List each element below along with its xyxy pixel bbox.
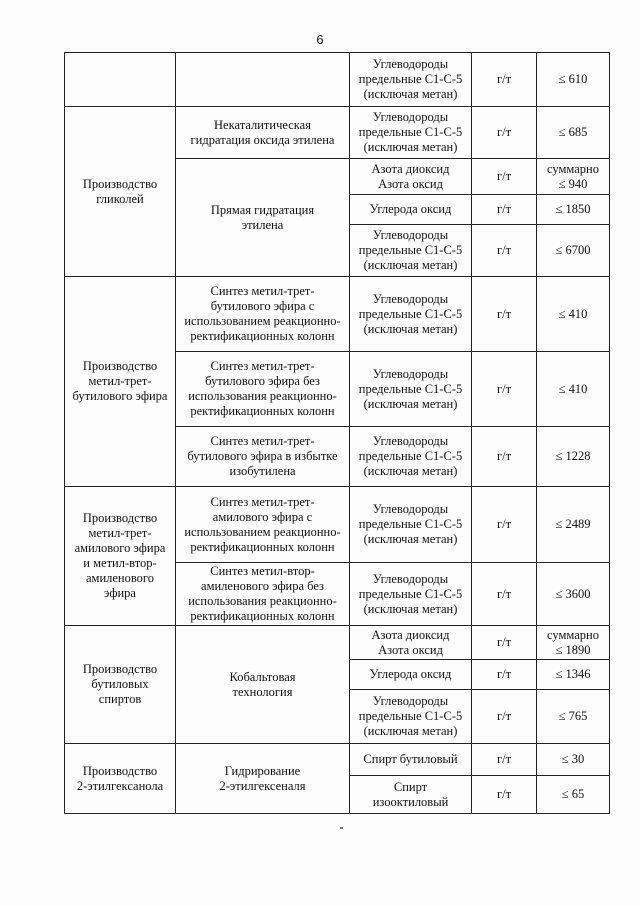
emission-norms-table [64, 52, 610, 814]
process-cell: Синтез метил-трет- бутилового эфира в избытке изобутилена [176, 427, 350, 487]
process-cell: Гидрирование 2-этилгексеналя [176, 744, 350, 814]
unit-cell: г/т [472, 352, 537, 427]
substance-cell: Углеводороды предельные C1-C-5 (исключая метан) [350, 107, 472, 159]
norm-cell: ≤ 6700 [537, 225, 610, 277]
process-cell: Кобальтовая технология [176, 626, 350, 744]
unit-cell: г/т [472, 626, 537, 660]
unit-cell: г/т [472, 107, 537, 159]
unit-cell: г/т [472, 277, 537, 352]
process-cell: Прямая гидратация этилена [176, 159, 350, 277]
norm-cell: ≤ 410 [537, 352, 610, 427]
production-cell-2eh: Производство 2-этилгексанола [65, 744, 176, 814]
norm-cell: ≤ 765 [537, 690, 610, 744]
norm-cell: ≤ 30 [537, 744, 610, 776]
production-cell-tame: Производство метил-трет- амилового эфира и метил-втор- амиленового эфира [65, 487, 176, 626]
norm-cell: ≤ 3600 [537, 563, 610, 626]
unit-cell: г/т [472, 563, 537, 626]
process-cell: Синтез метил-трет- бутилового эфира без использования реакционно- ректификационных колонн [176, 352, 350, 427]
substance-cell: Углеводороды предельные C1-C-5 (исключая метан) [350, 352, 472, 427]
substance-cell: Спирт бутиловый [350, 744, 472, 776]
unit-cell: г/т [472, 53, 537, 107]
substance-cell: Углерода оксид [350, 660, 472, 690]
unit-cell: г/т [472, 487, 537, 563]
table-row [65, 487, 610, 563]
norm-cell: ≤ 1850 [537, 195, 610, 225]
table-row [65, 277, 610, 352]
unit-cell: г/т [472, 159, 537, 195]
production-cell [65, 53, 176, 107]
production-cell-mtbe: Производство метил-трет- бутилового эфира [65, 277, 176, 487]
table-row [65, 626, 610, 660]
norm-cell: ≤ 685 [537, 107, 610, 159]
norm-cell: ≤ 410 [537, 277, 610, 352]
substance-cell: Азота диоксид Азота оксид [350, 159, 472, 195]
substance-cell: Углеводороды предельные C1-C-5 (исключая метан) [350, 225, 472, 277]
substance-cell: Углеводороды предельные C1-C-5 (исключая метан) [350, 690, 472, 744]
process-cell: Синтез метил-трет- бутилового эфира с использованием реакционно- ректификационных колонн [176, 277, 350, 352]
substance-cell: Азота диоксид Азота оксид [350, 626, 472, 660]
process-cell: Синтез метил-трет- амилового эфира с использованием реакционно- ректификационных колонн [176, 487, 350, 563]
unit-cell: г/т [472, 744, 537, 776]
substance-cell: Углеводороды предельные C1-C-5 (исключая метан) [350, 563, 472, 626]
unit-cell: г/т [472, 660, 537, 690]
table-row [65, 107, 610, 159]
unit-cell: г/т [472, 195, 537, 225]
norm-cell: ≤ 610 [537, 53, 610, 107]
norm-cell: суммарно ≤ 1890 [537, 626, 610, 660]
production-cell-butyl: Производство бутиловых спиртов [65, 626, 176, 744]
process-cell: Некаталитическая гидратация оксида этилена [176, 107, 350, 159]
scan-speck [340, 827, 343, 829]
norm-cell: ≤ 65 [537, 776, 610, 814]
substance-cell: Углеводороды предельные C1-C-5 (исключая метан) [350, 427, 472, 487]
norm-cell: ≤ 2489 [537, 487, 610, 563]
substance-cell: Спирт изооктиловый [350, 776, 472, 814]
table-row [65, 744, 610, 776]
norm-cell: суммарно ≤ 940 [537, 159, 610, 195]
norm-cell: ≤ 1346 [537, 660, 610, 690]
unit-cell: г/т [472, 776, 537, 814]
substance-cell: Углеводороды предельные C1-C-5 (исключая метан) [350, 53, 472, 107]
production-cell-glycols: Производство гликолей [65, 107, 176, 277]
unit-cell: г/т [472, 690, 537, 744]
unit-cell: г/т [472, 225, 537, 277]
substance-cell: Углерода оксид [350, 195, 472, 225]
process-cell: Синтез метил-втор- амиленового эфира без использования реакционно- ректификационных колонн [176, 563, 350, 626]
substance-cell: Углеводороды предельные C1-C-5 (исключая метан) [350, 277, 472, 352]
page-number: 6 [316, 32, 324, 47]
table-row [65, 53, 610, 107]
unit-cell: г/т [472, 427, 537, 487]
process-cell [176, 53, 350, 107]
norm-cell: ≤ 1228 [537, 427, 610, 487]
substance-cell: Углеводороды предельные C1-C-5 (исключая метан) [350, 487, 472, 563]
